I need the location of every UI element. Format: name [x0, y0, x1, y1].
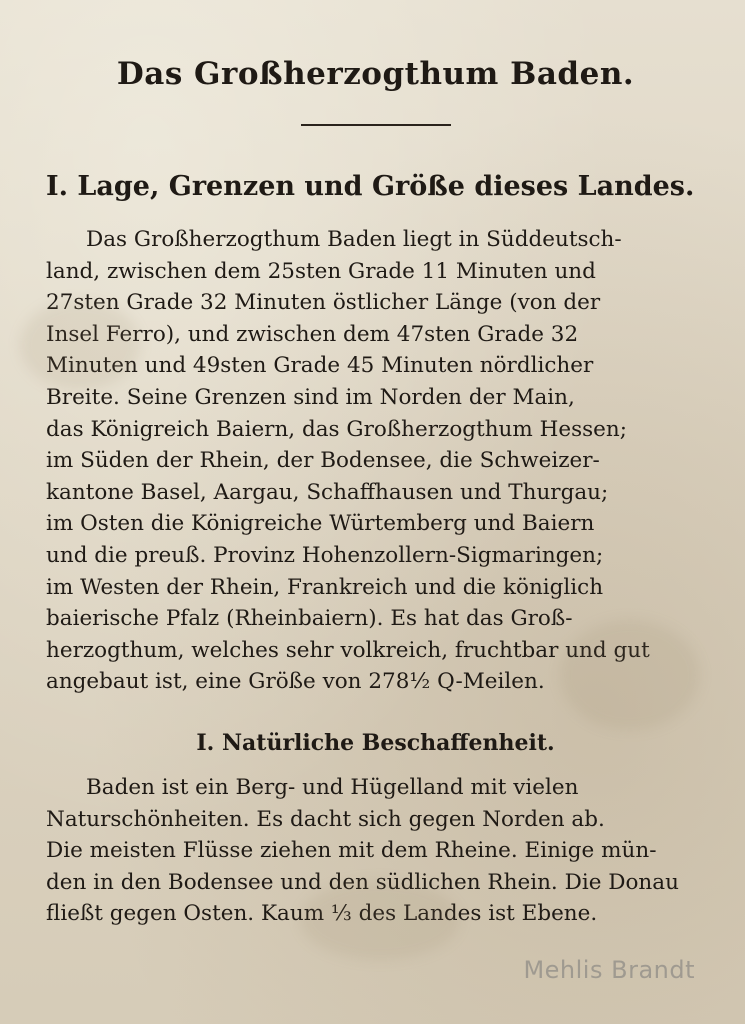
- text-line: und die preuß. Provinz Hohenzollern-Sigmaringen;: [46, 542, 604, 568]
- text-line: fließt gegen Osten. Kaum ⅓ des Landes ist Ebene.: [46, 901, 598, 927]
- paper-stain: [560, 620, 700, 730]
- text-line: Baden ist ein Berg- und Hügelland mit vielen: [86, 774, 579, 800]
- paper-stain: [20, 300, 140, 390]
- title-divider: [301, 124, 451, 126]
- text-line: Das Großherzogthum Baden liegt in Süddeutsch-: [86, 227, 622, 252]
- text-line: herzogthum, welches sehr volkreich, fruchtbar und gut: [46, 637, 650, 663]
- section-heading: I. Natürliche Beschaffenheit.: [196, 729, 555, 756]
- text-line: im Osten die Königreiche Würtemberg und Baiern: [46, 511, 595, 537]
- page-title: Das Großherzogthum Baden.: [116, 56, 635, 92]
- text-line: den in den Bodensee und den südlichen Rhein. Die Donau: [46, 869, 679, 895]
- watermark: Mehlis Brandt: [523, 956, 695, 984]
- text-line: Breite. Seine Grenzen sind im Norden der Main,: [46, 384, 575, 410]
- text-line: baierische Pfalz (Rheinbaiern). Es hat das Groß-: [46, 606, 573, 632]
- text-line: das Königreich Baiern, das Großherzogthum Hessen;: [46, 416, 627, 442]
- text-line: Minuten und 49sten Grade 45 Minuten nördlicher: [46, 353, 594, 379]
- text-line: 27sten Grade 32 Minuten östlicher Länge (von der: [46, 290, 601, 316]
- text-line: angebaut ist, eine Größe von 278½ Q-Meilen.: [46, 669, 545, 695]
- text-line: Naturschönheiten. Es dacht sich gegen Norden ab.: [46, 806, 605, 832]
- text-line: land, zwischen dem 25sten Grade 11 Minuten und: [46, 258, 596, 284]
- text-line: im Süden der Rhein, der Bodensee, die Schweizer-: [46, 448, 600, 474]
- text-line: im Westen der Rhein, Frankreich und die königlich: [46, 574, 604, 600]
- text-line: Insel Ferro), und zwischen dem 47sten Grade 32: [46, 321, 579, 347]
- text-line: Die meisten Flüsse ziehen mit dem Rheine. Einige mün-: [46, 838, 657, 864]
- chapter-heading: I. Lage, Grenzen und Größe dieses Landes.: [46, 171, 695, 202]
- text-line: kantone Basel, Aargau, Schaffhausen und Thurgau;: [46, 479, 609, 505]
- paper-stain: [300, 880, 460, 960]
